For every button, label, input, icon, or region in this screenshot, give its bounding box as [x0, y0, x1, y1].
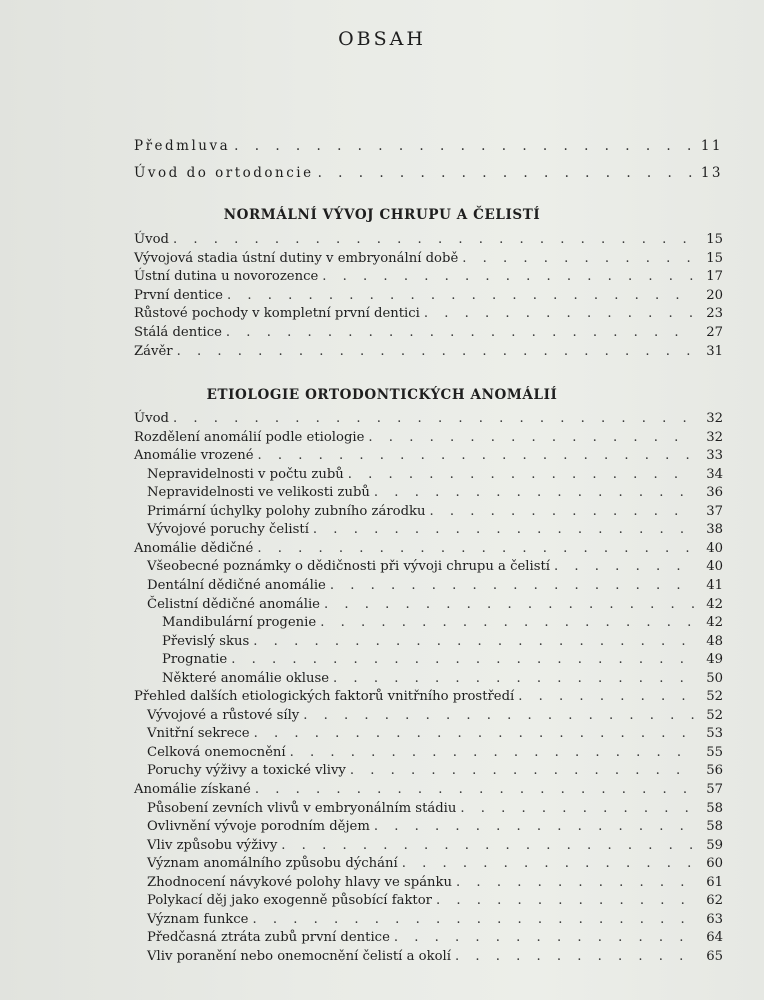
dot-leader: [330, 578, 695, 594]
toc-entry: [147, 838, 723, 854]
section-heading: NORMÁLNÍ VÝVOJ CHRUPU A ČELISTÍ: [223, 207, 541, 223]
dot-leader: [322, 269, 695, 285]
toc-entry-label: Vliv způsobu výživy: [147, 837, 278, 853]
dot-leader: [227, 288, 695, 304]
toc-entry: [147, 912, 723, 928]
toc-entry: [147, 930, 723, 946]
toc-entry-label: Nepravidelnosti v počtu zubů: [147, 466, 344, 482]
toc-page-number: 40: [706, 559, 723, 575]
toc-entry: [134, 269, 723, 285]
toc-page-number: 59: [706, 837, 723, 853]
toc-entry-label: Úvod: [134, 411, 169, 426]
dot-leader: [281, 838, 695, 854]
toc-page-number: 32: [706, 411, 723, 426]
dot-leader: [253, 634, 695, 650]
toc-entry: [147, 745, 723, 761]
dot-leader: [253, 912, 696, 928]
toc-page-number: 38: [706, 522, 723, 538]
toc-entry: [147, 708, 723, 724]
toc-entry: [147, 801, 723, 817]
toc-entry: [134, 430, 723, 446]
toc-page-number: 58: [706, 800, 723, 816]
toc-entry-label: Některé anomálie okluse: [162, 670, 330, 686]
dot-leader: [234, 138, 695, 154]
toc-entry-label: Polykací děj jako exogenně působící faktor: [147, 893, 432, 909]
toc-entry: [134, 411, 723, 427]
toc-entry-label: Primární úchylky polohy zubního zárodku: [147, 503, 426, 519]
toc-entry-label: Význam anomálního způsobu dýchání: [147, 856, 398, 872]
toc-entry: [162, 652, 723, 668]
toc-entry-label: Zhodnocení návykové polohy hlavy ve spánku: [147, 874, 453, 890]
dot-leader: [254, 726, 695, 742]
toc-entry-label: Poruchy výživy a toxické vlivy: [147, 763, 346, 779]
dot-leader: [324, 597, 695, 613]
toc-entry-label: Vnitřní sekrece: [147, 726, 250, 742]
dot-leader: [231, 652, 695, 668]
toc-entry: [134, 344, 723, 360]
toc-entry: [147, 578, 723, 594]
dot-leader: [350, 763, 695, 779]
toc-entry-label: Předčasná ztráta zubů první dentice: [147, 930, 390, 946]
dot-leader: [394, 930, 695, 946]
toc-page-number: 33: [706, 448, 723, 464]
dot-leader: [257, 541, 695, 557]
toc-page-number: 58: [706, 819, 723, 835]
toc-page-number: 61: [706, 874, 723, 890]
dot-leader: [255, 782, 695, 798]
toc-page-number: 56: [706, 763, 723, 779]
toc-entry-label: Všeobecné poznámky o dědičnosti při vývoji chrupu a čelistí: [147, 559, 551, 575]
toc-page-number: 63: [706, 911, 723, 927]
toc-entry-label: Ovlivnění vývoje porodním dějem: [147, 819, 370, 835]
toc-page-number: 52: [706, 689, 723, 705]
toc-page-number: 17: [706, 269, 723, 285]
toc-page-number: 52: [706, 707, 723, 723]
toc-entry: [134, 288, 723, 304]
toc-entry-label: Mandibulární progenie: [162, 615, 317, 631]
toc-entry: [134, 232, 723, 248]
toc-page-number: 15: [706, 232, 723, 247]
toc-entry: [147, 875, 723, 891]
toc-entry-label: Úvod: [134, 232, 169, 247]
toc-entry-label: Anomálie dědičné: [134, 540, 254, 556]
toc-page-number: 42: [706, 615, 723, 631]
dot-leader: [460, 801, 695, 817]
toc-entry-label: Předmluva: [134, 138, 231, 154]
toc-page-number: 49: [706, 652, 723, 668]
toc-entry: [162, 634, 723, 650]
toc-entry-label: Stálá dentice: [134, 325, 222, 340]
toc-page-number: 42: [706, 596, 723, 612]
toc-entry-label: Celková onemocnění: [147, 744, 286, 760]
toc-page-number: 65: [706, 948, 723, 964]
toc-entry-label: Anomálie vrozené: [134, 448, 254, 464]
toc-entry: [147, 504, 723, 520]
toc-entry: [134, 541, 723, 557]
toc-entry: [147, 522, 723, 538]
toc-page-number: 53: [706, 726, 723, 742]
toc-page-number: 62: [706, 893, 723, 909]
toc-entry: [147, 467, 723, 483]
toc-page-number: 40: [706, 540, 723, 556]
dot-leader: [333, 671, 695, 687]
toc-entry-label: Převislý skus: [162, 633, 250, 649]
toc-page-number: 60: [706, 856, 723, 872]
toc-entry-label: Vývojová stadia ústní dutiny v embryonální době: [134, 250, 459, 266]
toc-entry-label: Dentální dědičné anomálie: [147, 577, 326, 593]
dot-leader: [258, 448, 696, 464]
dot-leader: [430, 504, 695, 520]
dot-leader: [348, 467, 695, 483]
toc-entry: [147, 597, 723, 613]
toc-entry-label: Rozdělení anomálií podle etiologie: [134, 429, 365, 445]
toc-entry-label: Anomálie získané: [134, 782, 251, 797]
toc-page-number: 41: [706, 577, 723, 593]
dot-leader: [226, 325, 695, 341]
toc-page-number: 15: [706, 250, 723, 266]
toc-page-number: 11: [700, 138, 723, 154]
toc-entry: [147, 485, 723, 501]
toc-entry-label: Vliv poranění nebo onemocnění čelistí a okolí: [147, 948, 451, 964]
dot-leader: [368, 430, 695, 446]
toc-page-number: 23: [706, 306, 723, 322]
toc-entry-label: První dentice: [134, 287, 223, 303]
toc-entry: [147, 949, 723, 965]
toc-entry: [134, 782, 723, 798]
toc-page-number: 31: [706, 343, 723, 359]
toc-entry-label: Úvod do ortodoncie: [134, 165, 314, 181]
toc-entry: [147, 559, 723, 575]
dot-leader: [518, 689, 695, 705]
dot-leader: [462, 251, 695, 267]
toc-page-number: 34: [706, 466, 723, 482]
toc-entry-label: Růstové pochody v kompletní první dentici: [134, 306, 420, 322]
dot-leader: [320, 615, 695, 631]
dot-leader: [303, 708, 695, 724]
dot-leader: [436, 893, 695, 909]
toc-entry: [134, 138, 723, 154]
toc-entry-label: Čelistní dědičné anomálie: [147, 596, 320, 612]
toc-entry: [134, 325, 723, 341]
toc-entry: [134, 165, 723, 181]
dot-leader: [455, 949, 695, 965]
dot-leader: [424, 306, 695, 322]
toc-entry-label: Působení zevních vlivů v embryonálním stádiu: [147, 800, 457, 816]
toc-page-number: 37: [706, 503, 723, 519]
dot-leader: [173, 411, 695, 427]
toc-page-number: 36: [706, 485, 723, 501]
toc-entry-label: Nepravidelnosti ve velikosti zubů: [147, 485, 370, 501]
toc-page-number: 20: [706, 287, 723, 303]
toc-entry: [147, 763, 723, 779]
dot-leader: [173, 232, 695, 248]
dot-leader: [313, 522, 695, 538]
dot-leader: [374, 485, 695, 501]
dot-leader: [374, 819, 695, 835]
section-heading: ETIOLOGIE ORTODONTICKÝCH ANOMÁLIÍ: [206, 387, 558, 403]
toc-entry-label: Vývojové poruchy čelistí: [147, 522, 309, 538]
toc-page-number: 32: [706, 429, 723, 445]
toc-page-number: 50: [706, 670, 723, 686]
toc-entry-label: Význam funkce: [147, 911, 249, 927]
toc-entry: [162, 671, 723, 687]
toc-page-number: 48: [706, 633, 723, 649]
dot-leader: [554, 559, 695, 575]
toc-page-number: 55: [706, 744, 723, 760]
toc-entry: [134, 689, 723, 705]
toc-entry: [147, 856, 723, 872]
toc-entry-label: Závěr: [134, 343, 173, 359]
toc-page-number: 57: [706, 782, 723, 797]
toc-entry: [134, 306, 723, 322]
dot-leader: [318, 165, 695, 181]
dot-leader: [290, 745, 695, 761]
toc-entry: [162, 615, 723, 631]
toc-entry: [147, 819, 723, 835]
toc-page-number: 64: [706, 930, 723, 946]
toc-entry: [134, 448, 723, 464]
toc-page-number: 13: [700, 165, 723, 181]
toc-entry-label: Přehled dalších etiologických faktorů vnitřního prostředí: [134, 689, 515, 705]
toc-entry-label: Vývojové a růstové síly: [147, 707, 300, 723]
dot-leader: [456, 875, 695, 891]
page-title: OBSAH: [338, 28, 426, 50]
toc-entry: [147, 893, 723, 909]
toc-entry: [147, 726, 723, 742]
toc-page-number: 27: [706, 325, 723, 340]
toc-entry: [134, 251, 723, 267]
dot-leader: [402, 856, 695, 872]
toc-entry-label: Prognatie: [162, 652, 228, 668]
toc-entry-label: Ústní dutina u novorozence: [134, 269, 319, 285]
dot-leader: [177, 344, 695, 360]
